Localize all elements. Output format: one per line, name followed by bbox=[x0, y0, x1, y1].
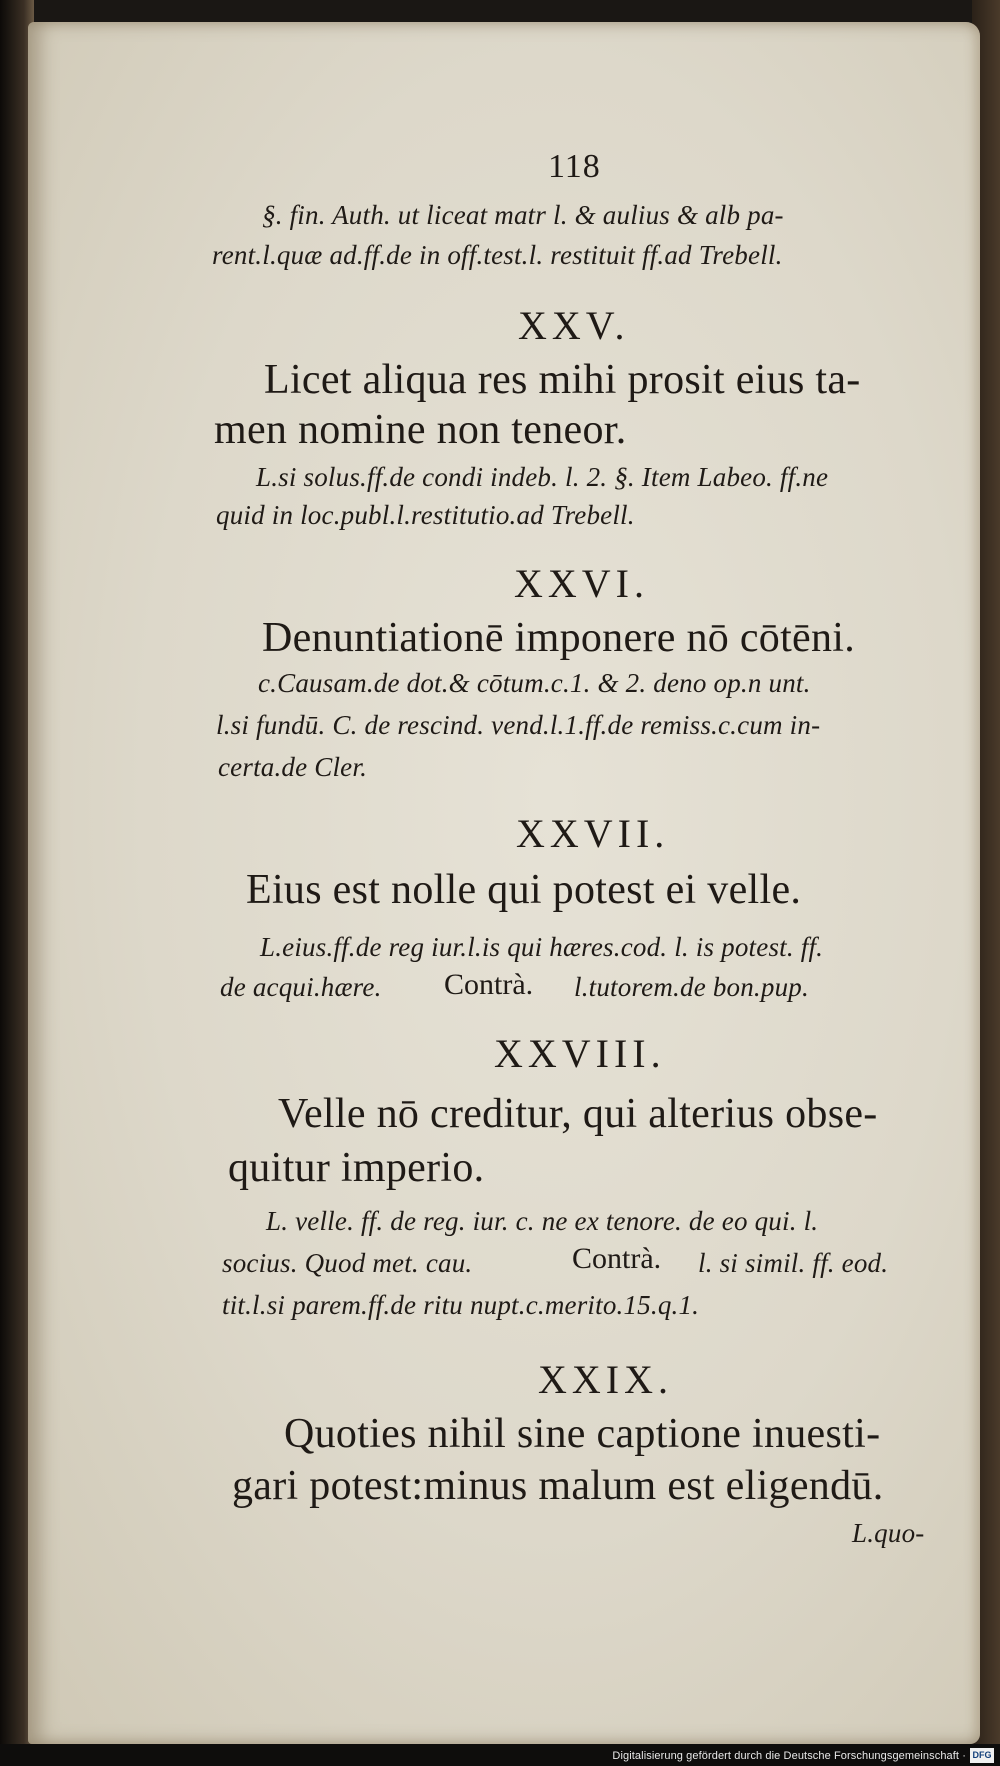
thesis-line: gari potest:minus malum est eligendū. bbox=[232, 1463, 884, 1509]
citation-line: socius. Quod met. cau. bbox=[222, 1248, 473, 1278]
contra-label: Contrà. bbox=[572, 1242, 662, 1275]
citation-line: l.tutorem.de bon.pup. bbox=[574, 972, 809, 1002]
citation-line: rent.l.quæ ad.ff.de in off.test.l. restituit ff.ad Trebell. bbox=[212, 240, 783, 270]
thesis-line: men nomine non teneor. bbox=[214, 407, 627, 453]
section-heading: XXVII. bbox=[516, 811, 670, 856]
citation-line: §. fin. Auth. ut liceat matr l. & aulius & alb pa- bbox=[262, 200, 784, 230]
citation-line: tit.l.si parem.ff.de ritu nupt.c.merito.15.q.1. bbox=[222, 1290, 700, 1320]
thesis-line: Velle nō creditur, qui alterius obse- bbox=[278, 1091, 878, 1137]
citation-line: de acqui.hære. bbox=[220, 972, 382, 1002]
catchword: L.quo- bbox=[852, 1518, 925, 1548]
funding-notice: Digitalisierung gefördert durch die Deutsche Forschungsgemeinschaft · bbox=[612, 1750, 966, 1762]
page-number: 118 bbox=[548, 148, 601, 185]
citation-line: quid in loc.publ.l.restitutio.ad Trebell. bbox=[216, 500, 635, 530]
citation-line: l.si fundū. C. de rescind. vend.l.1.ff.de remiss.c.cum in- bbox=[216, 710, 821, 740]
citation-line: L.eius.ff.de reg iur.l.is qui hæres.cod. l. is potest. ff. bbox=[260, 932, 824, 962]
thesis-line: Eius est nolle qui potest ei velle. bbox=[246, 867, 802, 913]
citation-line: L.si solus.ff.de condi indeb. l. 2. §. Item Labeo. ff.ne bbox=[256, 462, 829, 492]
citation-line: L. velle. ff. de reg. iur. c. ne ex tenore. de eo qui. l. bbox=[266, 1206, 819, 1236]
footer-bar bbox=[0, 1744, 1000, 1766]
thesis-line: quitur imperio. bbox=[228, 1145, 485, 1191]
section-heading: XXIX. bbox=[538, 1357, 673, 1402]
citation-line: certa.de Cler. bbox=[218, 752, 368, 782]
citation-line: l. si simil. ff. eod. bbox=[698, 1248, 889, 1278]
thesis-line: Licet aliqua res mihi prosit eius ta- bbox=[264, 357, 861, 403]
section-heading: XXV. bbox=[518, 303, 630, 348]
dfg-logo: DFG bbox=[970, 1748, 994, 1763]
citation-line: c.Causam.de dot.& cōtum.c.1. & 2. deno op.n unt. bbox=[258, 668, 811, 698]
contra-label: Contrà. bbox=[444, 968, 534, 1001]
section-heading: XXVI. bbox=[514, 561, 649, 606]
thesis-line: Quoties nihil sine captione inuesti- bbox=[284, 1411, 881, 1457]
section-heading: XXVIII. bbox=[494, 1031, 666, 1076]
thesis-line: Denuntiationē imponere nō cōtēni. bbox=[262, 615, 856, 661]
